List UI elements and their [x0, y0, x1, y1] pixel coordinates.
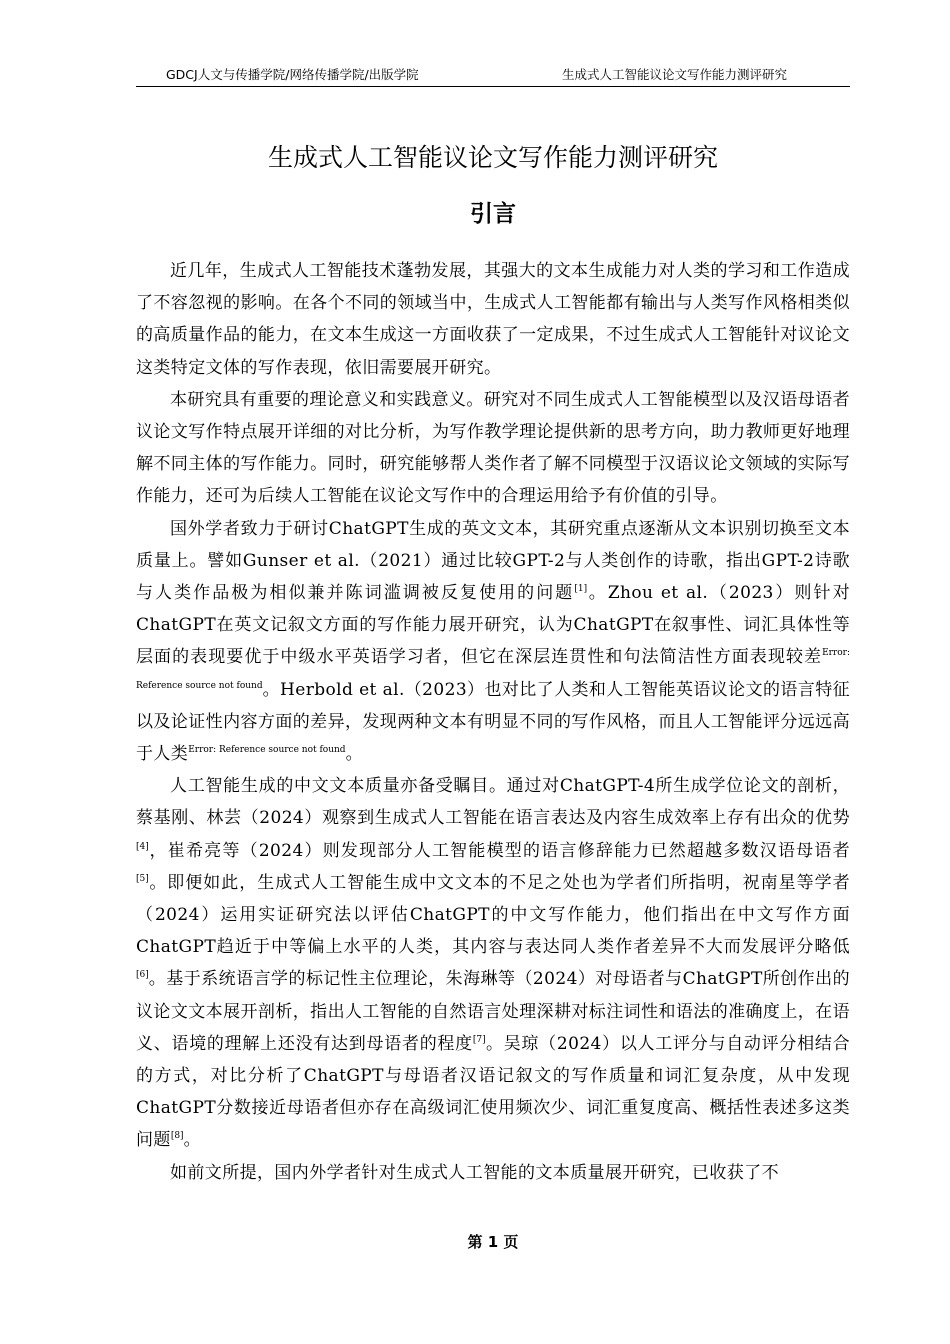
- section-heading: 引言: [470, 201, 516, 227]
- header-institution: GDCJ人文与传播学院/网络传播学院/出版学院: [166, 67, 419, 82]
- paragraph-2: 本研究具有重要的理论意义和实践意义。研究对不同生成式人工智能模型以及汉语母语者议论文写作特点展开详细的对比分析，为写作教学理论提供新的思考方向，助力教师更好地理解不同主体的写作能力。同时，研究能够帮人类作者了解不同模型于汉语议论文领域的实际写作能力，还可为后续人工智能在议论文写作中的合理运用给予有价值的引导。: [136, 389, 850, 507]
- paragraph-text: 国外学者致力于研讨ChatGPT生成的英文文本，其研究重点逐渐从文本识别切换至文本质量上。譬如Gunser et al.（2021）通过比较GPT-2与人类创作的诗歌，指出GPT-2诗歌与人类作品极为相似兼并陈词滥调被反复使用的问题: [136, 518, 850, 604]
- header-paper-title: 生成式人工智能议论文写作能力测评研究: [562, 67, 788, 82]
- page-number: 第 1 页: [467, 1233, 519, 1251]
- running-header: [136, 66, 850, 87]
- citation-error: Error: Reference source not found: [136, 648, 850, 691]
- paragraph-text: 。: [183, 1130, 201, 1151]
- paragraph-text: 。: [345, 744, 363, 765]
- paragraph-text: 。即便如此，生成式人工智能生成中文文本的不足之处也为学者们所指明，祝南星等学者（2024）运用实证研究法以评估ChatGPT的中文写作能力，他们指出在中文写作方面ChatGPT趋近于中等偏上水平的人类，其内容与表达同人类作者差异不大而发展评分略低: [136, 872, 850, 958]
- citation-ref: [4]: [136, 841, 149, 852]
- paragraph-text: 人工智能生成的中文文本质量亦备受瞩目。通过对ChatGPT-4所生成学位论文的剖析，蔡基刚、林芸（2024）观察到生成式人工智能在语言表达及内容生成效率上存有出众的优势: [136, 776, 850, 829]
- citation-ref: [6]: [136, 970, 149, 981]
- paragraph-text: 。Zhou et al.（2023）则针对ChatGPT在英文记叙文方面的写作能力展开研究，认为ChatGPT在叙事性、词汇具体性等层面的表现要优于中级水平英语学习者，但它在深层连贯性和句法简洁性方面表现较差: [136, 583, 850, 668]
- paragraph-5: 如前文所提，国内外学者针对生成式人工智能的文本质量展开研究，已收获了不: [170, 1162, 779, 1183]
- citation-error: Error: Reference source not found: [188, 745, 346, 756]
- citation-ref: [5]: [136, 873, 149, 884]
- body-text: [136, 255, 850, 1255]
- page-title: 生成式人工智能议论文写作能力测评研究: [267, 143, 718, 172]
- paragraph-text: 。Herbold et al.（2023）也对比了人类和人工智能英语议论文的语言特征以及论证性内容方面的差异，发现两种文本有明显不同的写作风格，而且人工智能评分远远高于人类: [136, 679, 850, 765]
- citation-ref: [7]: [472, 1034, 486, 1045]
- paragraph-3: [136, 513, 850, 771]
- citation-ref: [1]: [574, 584, 588, 595]
- paragraph-text: 。吴琼（2024）以人工评分与自动评分相结合的方式，对比分析了ChatGPT与母语者汉语记叙文的写作质量和词汇复杂度，从中发现ChatGPT分数接近母语者但亦存在高级词汇使用频次少、词汇重复度高、概括性表述多这类问题: [136, 1033, 850, 1151]
- paragraph-1: 近几年，生成式人工智能技术蓬勃发展，其强大的文本生成能力对人类的学习和工作造成了不容忽视的影响。在各个不同的领域当中，生成式人工智能都有输出与人类写作风格相类似的高质量作品的能力，在文本生成这一方面收获了一定成果，不过生成式人工智能针对议论文这类特定文体的写作表现，依旧需要展开研究。: [136, 261, 850, 378]
- paragraph-text: ，崔希亮等（2024）则发现部分人工智能模型的语言修辞能力已然超越多数汉语母语者: [148, 840, 850, 861]
- paragraph-4: [136, 770, 850, 1156]
- citation-ref: [8]: [170, 1131, 184, 1142]
- paragraph-text: 。基于系统语言学的标记性主位理论，朱海琳等（2024）对母语者与ChatGPT所创作出的议论文文本展开剖析，指出人工智能的自然语言处理深耕对标注词性和语法的准确度上，在语义、语境的理解上还没有达到母语者的程度: [136, 969, 850, 1054]
